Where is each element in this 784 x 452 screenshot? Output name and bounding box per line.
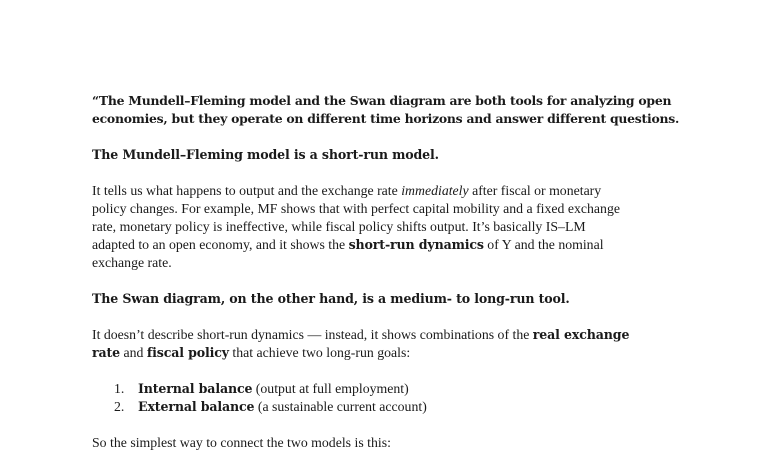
closing-paragraph: So the simplest way to connect the two models is this: xyxy=(92,435,391,450)
text-run: that achieve two long-run goals: xyxy=(228,345,411,360)
list-item-text: (a sustainable current account) xyxy=(254,399,427,414)
text-run: It tells us what happens to output and the exchange rate xyxy=(92,183,402,198)
spacer xyxy=(92,416,692,434)
list-item xyxy=(92,380,692,398)
list-item-bold: Internal balance xyxy=(138,381,253,396)
text-run: rate, monetary policy is ineffective, while fiscal policy shifts output. It’s basically IS–LM xyxy=(92,219,586,234)
spacer xyxy=(92,272,692,290)
list-item xyxy=(92,398,692,416)
spacer xyxy=(92,164,692,182)
text-run: of Y and the nominal xyxy=(483,237,604,252)
bold-rate: rate xyxy=(92,345,121,360)
list-number: 2. xyxy=(114,399,125,414)
paragraph-swan xyxy=(92,326,692,362)
intro-line-2: economies, but they operate on different time horizons and answer different questions. xyxy=(92,111,680,126)
spacer xyxy=(92,308,692,326)
text-run: policy changes. For example, MF shows that with perfect capital mobility and a fixed exchange xyxy=(92,201,620,216)
list-item-text: (output at full employment) xyxy=(252,381,409,396)
goals-list xyxy=(92,380,692,416)
text-run: exchange rate. xyxy=(92,255,172,270)
list-item-bold: External balance xyxy=(138,399,255,414)
emphasis-immediately: immediately xyxy=(401,183,469,198)
bold-real-exchange: real exchange xyxy=(532,327,630,342)
text-run: after fiscal or monetary xyxy=(468,183,602,198)
intro-line-1: “The Mundell–Fleming model and the Swan diagram are both tools for analyzing open xyxy=(92,93,672,108)
document-body xyxy=(92,92,692,452)
spacer xyxy=(92,128,692,146)
text-run: and xyxy=(120,345,147,360)
intro-paragraph xyxy=(92,92,692,128)
heading-swan-diagram: The Swan diagram, on the other hand, is a medium- to long-run tool. xyxy=(92,291,570,306)
list-number: 1. xyxy=(114,381,125,396)
text-run: adapted to an open economy, and it shows the xyxy=(92,237,349,252)
paragraph-mundell-fleming xyxy=(92,182,692,272)
text-run: It doesn’t describe short-run dynamics — instead, it shows combinations of the xyxy=(92,327,533,342)
heading-mundell-fleming: The Mundell–Fleming model is a short-run model. xyxy=(92,147,439,162)
bold-fiscal-policy: fiscal policy xyxy=(146,345,229,360)
spacer xyxy=(92,362,692,380)
bold-short-run-dynamics: short-run dynamics xyxy=(348,237,484,252)
